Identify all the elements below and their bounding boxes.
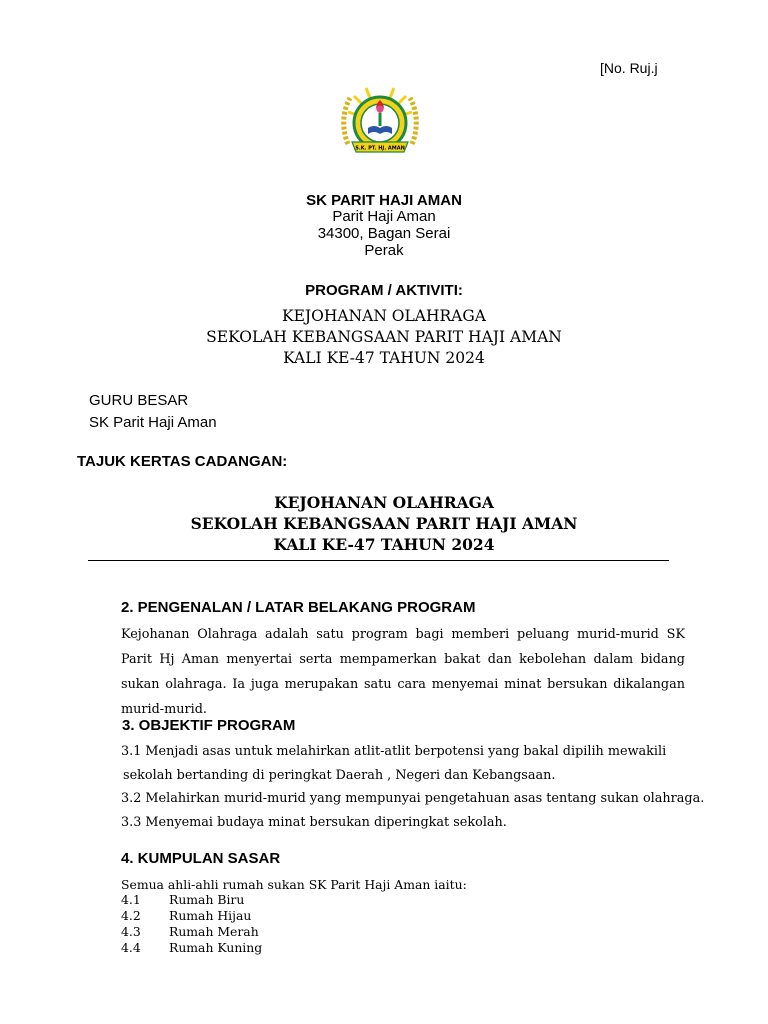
objective-line-1: 3.1 Menjadi asas untuk melahirkan atlit-atlit berpotensi yang bakal dipilih mewakili	[121, 744, 667, 759]
objective-line-2: sekolah bertanding di peringkat Daerah , Negeri dan Kebangsaan.	[123, 768, 556, 783]
target-intro: Semua ahli-ahli rumah sukan SK Parit Haji Aman iaitu:	[121, 877, 467, 892]
school-address-line-3: Perak	[364, 242, 404, 259]
school-address-line-2: 34300, Bagan Serai	[317, 225, 451, 242]
target-item-label: Rumah Biru	[169, 892, 245, 907]
target-item-number: 4.2	[121, 908, 141, 923]
section-target-heading: 4. KUMPULAN SASAR	[121, 850, 281, 867]
target-item-label: Rumah Kuning	[169, 940, 263, 955]
proposal-label: TAJUK KERTAS CADANGAN:	[77, 453, 288, 470]
program-title-line-3: KALI KE-47 TAHUN 2024	[283, 349, 485, 367]
target-item-number: 4.1	[121, 892, 141, 907]
section-objectives-heading: 3. OBJEKTIF PROGRAM	[122, 717, 296, 734]
section-intro-heading: 2. PENGENALAN / LATAR BELAKANG PROGRAM	[121, 599, 476, 616]
objective-line-4: 3.3 Menyemai budaya minat bersukan diperingkat sekolah.	[121, 815, 507, 830]
target-item-label: Rumah Hijau	[169, 908, 252, 923]
school-name: SK PARIT HAJI AMAN	[306, 192, 462, 209]
program-label: PROGRAM / AKTIVITI:	[305, 282, 463, 299]
target-item-number: 4.3	[121, 924, 141, 939]
section-intro-text: Kejohanan Olahraga adalah satu program bagi memberi peluang murid-murid SK Parit Hj Aman menyertai serta mempamerkan bakat dan kebolehan dalam bidang sukan olahraga. Ia juga merupakan satu cara menyemai minat bersukan dikalangan murid-murid.	[121, 627, 685, 717]
school-logo-icon	[338, 82, 422, 160]
target-item-label: Rumah Merah	[169, 924, 259, 939]
proposal-title-line-2: SEKOLAH KEBANGSAAN PARIT HAJI AMAN	[190, 514, 578, 533]
logo-motto: S.K. PT. HJ. AMAN	[355, 145, 405, 152]
school-address-line-1: Parit Haji Aman	[332, 208, 436, 225]
program-title-line-1: KEJOHANAN OLAHRAGA	[282, 307, 486, 325]
recipient-school: SK Parit Haji Aman	[89, 414, 217, 431]
horizontal-divider	[88, 560, 669, 561]
program-title-line-2: SEKOLAH KEBANGSAAN PARIT HAJI AMAN	[206, 328, 562, 346]
target-item-number: 4.4	[121, 940, 141, 955]
reference-number: [No. Ruj.j	[600, 60, 658, 76]
proposal-title-line-1: KEJOHANAN OLAHRAGA	[274, 493, 494, 512]
proposal-title-line-3: KALI KE-47 TAHUN 2024	[273, 535, 495, 554]
objective-line-3: 3.2 Melahirkan murid-murid yang mempunyai pengetahuan asas tentang sukan olahraga.	[121, 791, 705, 806]
recipient-title: GURU BESAR	[89, 392, 189, 409]
